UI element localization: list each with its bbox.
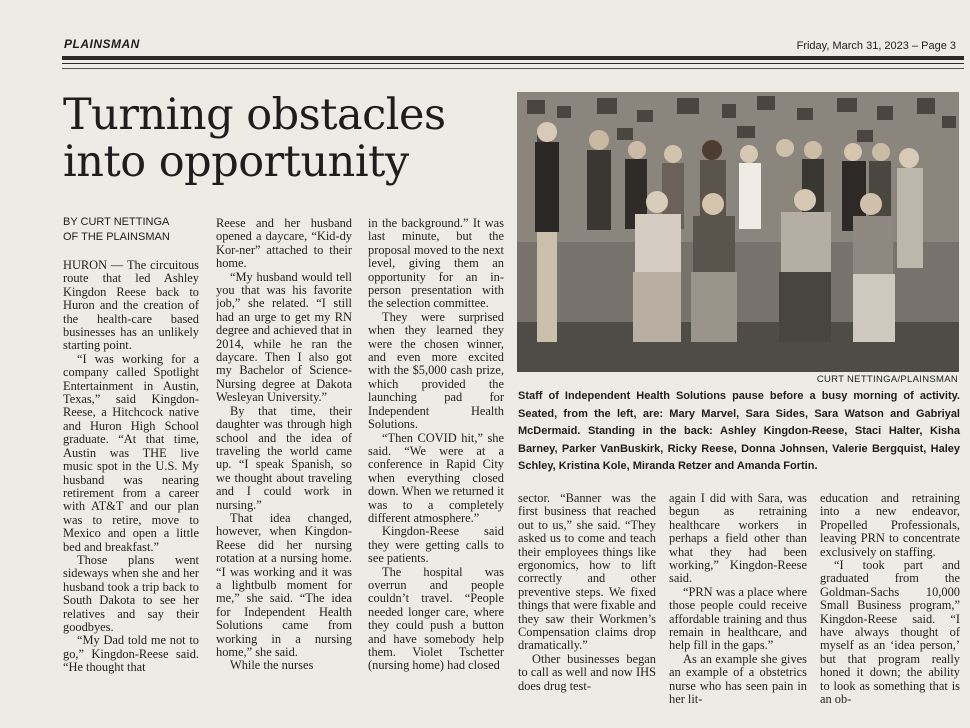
article-paragraph: “I took part and graduated from the Goldman-Sachs 10,000 Small Business program,” Kingdon-Reese said. “I have always thought of myself as an ‘idea person,’ but that program really honed it down; the ability to look as something that is an ob- <box>820 558 960 707</box>
staff-group-photo <box>517 92 959 372</box>
article-paragraph: By that time, their daughter was through high school and the idea of traveling the world came up. “I speak Spanish, so we thought about traveling and I could work in nursing.” <box>216 403 352 512</box>
article-column-2 <box>216 217 352 728</box>
article-paragraph: That idea changed, however, when Kingdon-Reese did her nursing rotation at a nursing home. “I was working and it was a lightbulb moment for me,” she said. “The idea for Independent Health Solutions came from working in a nursing home,” she said. <box>216 510 352 659</box>
header-rule-thin <box>62 63 964 64</box>
article-paragraph: education and retraining into a new endeavor, Propelled Professionals, leaving PRN to concentrate exclusively on staffing. <box>820 492 960 559</box>
headline <box>63 92 513 186</box>
byline-organization: OF THE PLAINSMAN <box>63 231 170 243</box>
article-paragraph: HURON — The circuitous route that led Ashley Kingdon Reese back to Huron and the creation of the health-care based businesses has an unlikely starting point. <box>63 259 199 353</box>
article-paragraph: sector. “Banner was the first business that reached out to us,” she said. “They asked us to come and teach their employees things like ergonomics, how to lift correctly and other preventive steps. We fixed things that were fixable and they saw their Workmen’s Compensation claims drop dramatically.” <box>518 492 656 653</box>
article-paragraph: Reese and her husband opened a daycare, “Kid-dy Kor-ner” attached to their home. <box>216 217 352 271</box>
article-paragraph: As an example she gives an example of a obstetrics nurse who has seen pain in her lit- <box>669 651 807 707</box>
article-paragraph: Kingdon-Reese said they were getting calls to see patients. <box>368 524 504 566</box>
article-paragraph: Those plans went sideways when she and her husband took a trip back to South Dakota to see her relatives and say their goodbyes. <box>63 552 199 634</box>
byline <box>63 215 170 245</box>
header-rule-thin-lower <box>62 68 964 69</box>
byline-author: BY CURT NETTINGA <box>63 216 170 228</box>
article-paragraph: The hospital was overrun and people couldn’t travel. “People needed longer care, where they could push a button and have somebody help them. Violet Tschetter (nursing home) had closed <box>368 564 504 673</box>
article-paragraph: again I did with Sara, was begun as retraining healthcare workers in perhaps a field other than what they had been working,” Kingdon-Reese said. <box>669 492 807 586</box>
article-paragraph: “My husband would tell you that was his favorite job,” she related. “I still had an urge to get my RN degree and achieved that in 2014, while he ran the daycare. Then I also got my Bachelor of Science-Nursing degree at Dakota Wesleyan University.” <box>216 269 352 405</box>
article-paragraph: “Then COVID hit,” she said. “We were at a conference in Rapid City when everything closed down. When we returned it was to a completely different atmosphere.” <box>368 430 504 525</box>
article-paragraph: While the nurses <box>230 658 314 673</box>
article-paragraph: “My Dad told me not to go,” Kingdon-Reese said. “He thought that <box>63 633 199 675</box>
article-paragraph: “I was working for a company called Spotlight Entertainment in Austin, Texas,” said Kingdon-Reese, a Hitchcock native and Huron High School graduate. “At that time, Austin was THE live music spot in the U.S. My husband was nearing retirement from a career with AT&T and our plan was to retire, move to Mexico and open a little bed and breakfast.” <box>63 351 199 554</box>
headline-line-1: Turning obstacles <box>63 90 446 140</box>
article-column-3 <box>368 217 504 728</box>
photo-caption: Staff of Independent Health Solutions pause before a busy morning of activity. Seated, from the left, are: Mary Marvel, Sara Sides, Sara Watson and Gabriyal McDermaid. Standing in the back: Ashley Kingdon-Reese, Staci Halter, Kisha Barney, Parker VanBuskirk, Ricky Reese, Donna Johnsen, Valerie Bergquist, Haley Schley, Kristina Kole, Miranda Retzer and Amanda Fortin. <box>518 390 960 472</box>
headline-line-2: into opportunity <box>63 137 409 187</box>
article-column-5 <box>669 492 807 728</box>
article-column-4 <box>518 492 656 728</box>
article-column-6 <box>820 492 960 728</box>
article-paragraph: “PRN was a place where those people could receive affordable training and thus remain in healthcare, and help fill in the gaps.” <box>669 584 807 653</box>
header-rule-thick <box>62 56 964 60</box>
article-paragraph: They were surprised when they learned they were the chosen winner, and even more excited with the $5,000 cash prize, which provided the launching pad for Independent Health Solutions. <box>368 309 504 432</box>
publication-name: PLAINSMAN <box>64 37 140 51</box>
photo-illustration <box>517 92 959 372</box>
article-column-1 <box>63 259 199 728</box>
photo-credit: CURT NETTINGA/PLAINSMAN <box>816 374 958 385</box>
date-and-page: Friday, March 31, 2023 – Page 3 <box>796 40 956 52</box>
article-paragraph: in the background.” It was last minute, but the proposal moved to the next level, giving them an opportunity for an in-person presentation with the selection committee. <box>368 217 504 311</box>
article-paragraph: Other businesses began to call as well and now IHS does drug test- <box>518 651 656 693</box>
